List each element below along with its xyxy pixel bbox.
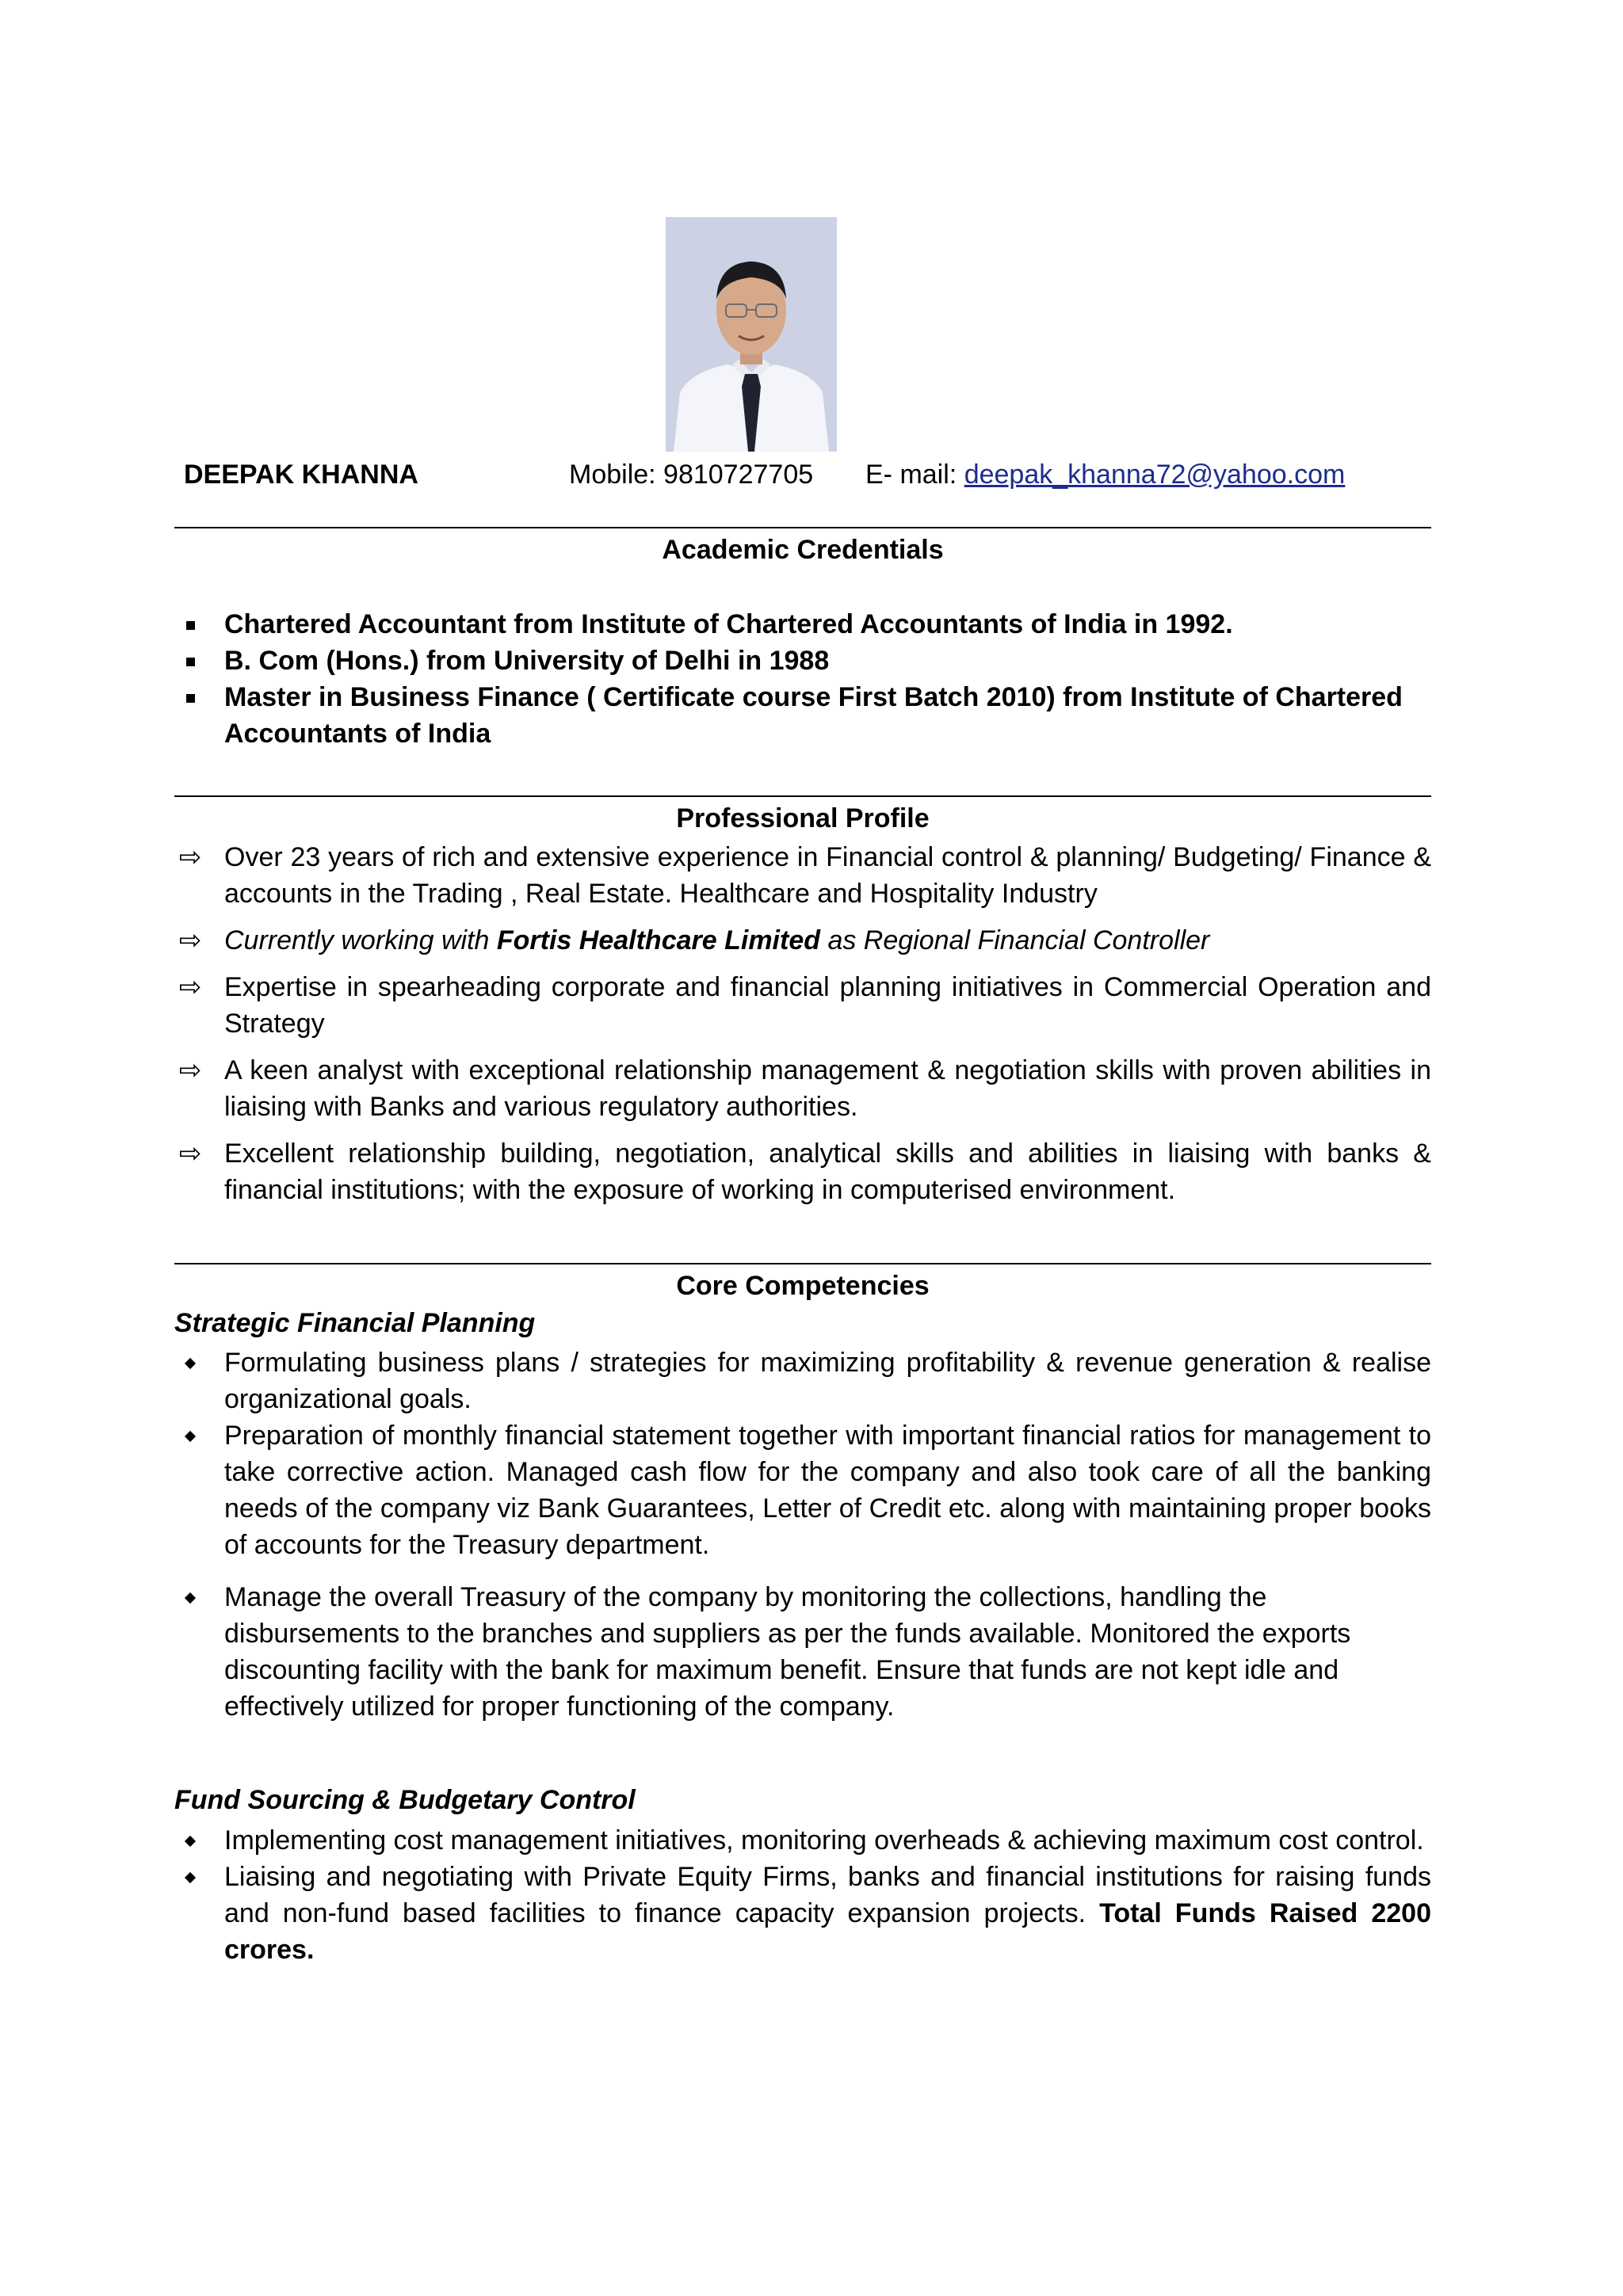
divider	[174, 527, 1431, 528]
arrow-right-icon: ⇨	[178, 1055, 202, 1085]
professional-profile-title: Professional Profile	[676, 803, 930, 833]
strategic-list	[174, 1344, 1431, 1725]
diamond-bullet-icon	[174, 1859, 206, 1895]
arrow-right-icon: ⇨	[178, 972, 202, 1002]
diamond-bullet-icon	[174, 1822, 206, 1859]
diamond-bullet-icon	[174, 1417, 206, 1454]
list-item: Liaising and negotiating with Private Equity Firms, banks and financial institutions for raising funds and non-fund based facilities to finance capacity expansion projects. Total Funds Raised 2200 crores.	[174, 1859, 1431, 1968]
list-item: ⇨ Over 23 years of rich and extensive experience in Financial control & planning/ Budgeting/ Finance & accounts in the Trading , Real Estate. Healthcare and Hospitality Industry	[174, 839, 1431, 912]
list-item: Master in Business Finance ( Certificate course First Batch 2010) from Institute of Chartered Accountants of India	[174, 679, 1431, 752]
square-bullet-icon	[174, 643, 206, 679]
list-item: B. Com (Hons.) from University of Delhi in 1988	[174, 643, 1431, 679]
academic-list	[174, 606, 1431, 752]
academic-credentials-title: Academic Credentials	[662, 535, 944, 565]
square-bullet-icon	[174, 606, 206, 643]
email-label: E- mail:	[865, 460, 964, 490]
fund-sourcing-subtitle: Fund Sourcing & Budgetary Control	[174, 1785, 636, 1815]
total-funds-raised: Total Funds Raised 2200 crores.	[224, 1898, 1431, 1965]
list-item: ⇨ Excellent relationship building, negotiation, analytical skills and abilities in liaising with banks & financial institutions; with the exposure of working in computerised environment.	[174, 1135, 1431, 1208]
list-item: Chartered Accountant from Institute of Chartered Accountants of India in 1992.	[174, 606, 1431, 643]
list-item: ⇨ Currently working with Fortis Healthcare Limited as Regional Financial Controller	[174, 922, 1431, 959]
candidate-name: DEEPAK KHANNA	[184, 460, 418, 490]
profile-photo	[666, 217, 837, 452]
diamond-bullet-icon	[174, 1579, 206, 1615]
list-item: Manage the overall Treasury of the company by monitoring the collections, handling the disbursements to the branches and suppliers as per the funds available. Monitored the exports discounting facility with the bank for maximum benefit. Ensure that funds are not kept idle and effectively utilized for proper functioning of the company.	[174, 1579, 1431, 1725]
email-link[interactable]: deepak_khanna72@yahoo.com	[964, 460, 1346, 490]
diamond-bullet-icon	[174, 1344, 206, 1381]
core-competencies-title: Core Competencies	[676, 1271, 930, 1301]
profile-list	[174, 839, 1431, 1208]
strategic-planning-subtitle: Strategic Financial Planning	[174, 1308, 536, 1338]
list-item: Preparation of monthly financial statement together with important financial ratios for management to take corrective action. Managed cash flow for the company and also took care of all the banking needs of the company viz Bank Guarantees, Letter of Credit etc. along with maintaining proper books of accounts for the Treasury department.	[174, 1417, 1431, 1563]
company-name: Fortis Healthcare Limited	[496, 925, 820, 955]
list-item: ⇨ A keen analyst with exceptional relationship management & negotiation skills with proven abilities in liaising with Banks and various regulatory authorities.	[174, 1052, 1431, 1125]
arrow-right-icon: ⇨	[178, 925, 202, 955]
divider	[174, 1263, 1431, 1264]
list-item: ⇨ Expertise in spearheading corporate and financial planning initiatives in Commercial Operation and Strategy	[174, 969, 1431, 1042]
divider	[174, 795, 1431, 797]
mobile-number: Mobile: 9810727705	[569, 460, 814, 490]
list-item: Implementing cost management initiatives, monitoring overheads & achieving maximum cost control.	[174, 1822, 1431, 1859]
fund-list	[174, 1822, 1431, 1968]
list-item: Formulating business plans / strategies for maximizing profitability & revenue generation & realise organizational goals.	[174, 1344, 1431, 1417]
arrow-right-icon: ⇨	[178, 842, 202, 872]
arrow-right-icon: ⇨	[178, 1138, 202, 1169]
person-portrait-image	[666, 217, 837, 452]
email-line	[865, 456, 1345, 493]
square-bullet-icon	[174, 679, 206, 715]
